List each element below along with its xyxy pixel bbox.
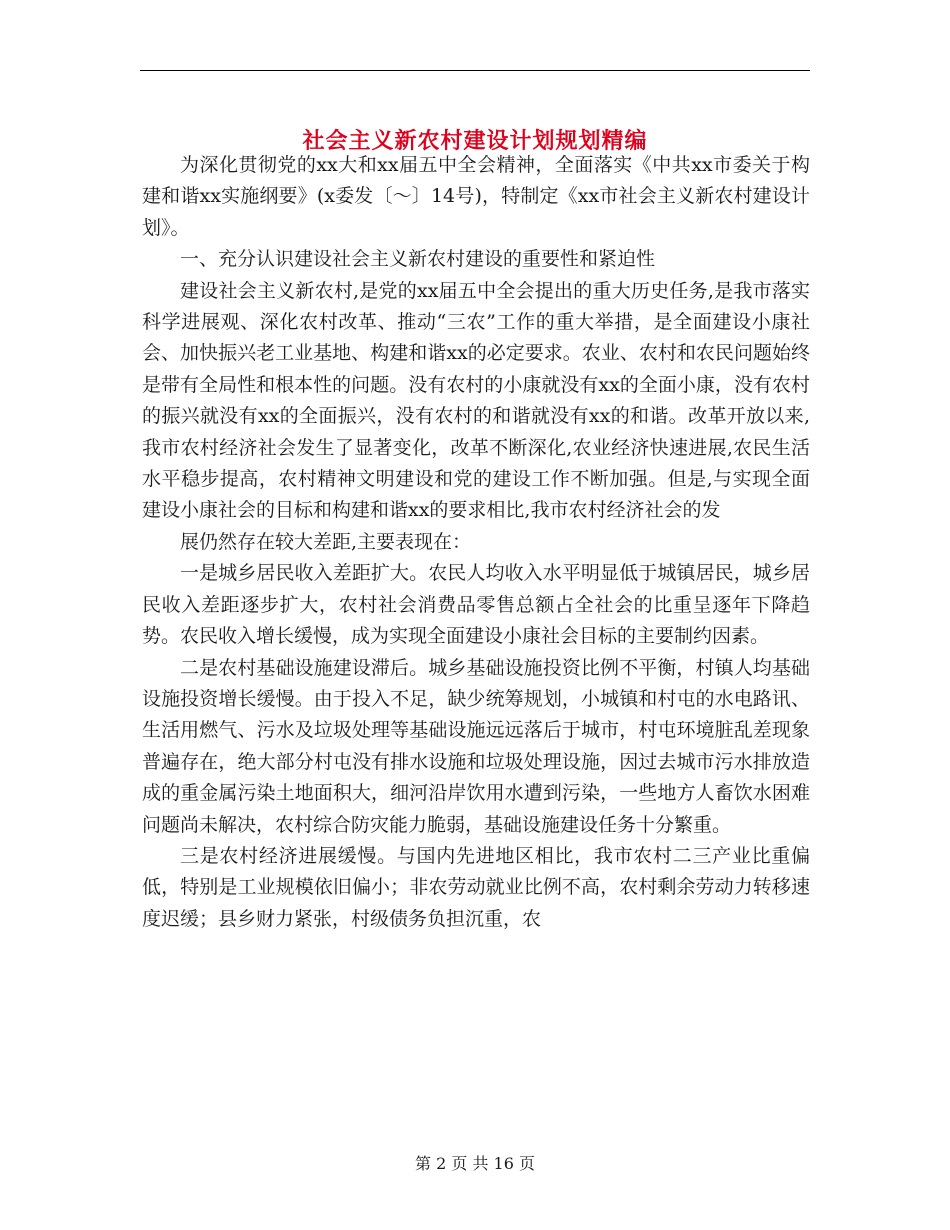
document-title: 社会主义新农村建设计划规划精编 [302,127,648,154]
paragraph-importance: 建设社会主义新农村,是党的xx届五中全会提出的重大历史任务,是我市落实科学进展观、深化农村改革、推动“三农”工作的重大举措，是全面建设小康社会、加快振兴老工业基地、构建和谐xx的必定要求。农业、农村和农民问题始终是带有全局性和根本性的问题。没有农村的小康就没有xx的全面小康，没有农村的振兴就没有xx的全面振兴，没有农村的和谐就没有xx的和谐。改革开放以来,我市农村经济社会发生了显著变化，改革不断深化,农业经济快速进展,农民生活水平稳步提高，农村精神文明建设和党的建设工作不断加强。但是,与实现全面建设小康社会的目标和构建和谐xx的要求相比,我市农村经济社会的发 [142,279,810,522]
page-number-label: 第 2 页 共 16 页 [415,1154,535,1173]
paragraph-gap-intro: 展仍然存在较大差距,主要表现在： [180,530,472,553]
section-heading-1: 一、充分认识建设社会主义新农村建设的重要性和紧迫性 [180,248,656,271]
paragraph-intro: 为深化贯彻党的xx大和xx届五中全会精神，全面落实《中共xx市委关于构建和谐xx实施纲要》(x委发〔～〕14号)，特制定《xx市社会主义新农村建设计划》。 [142,154,810,239]
page-footer [140,1152,810,1176]
paragraph-point-1: 一是城乡居民收入差距扩大。农民人均收入水平明显低于城镇居民，城乡居民收入差距逐步扩大，农村社会消费品零售总额占全社会的比重呈逐年下降趋势。农民收入增长缓慢，成为实现全面建设小康社会目标的主要制约因素。 [142,562,810,648]
paragraph-point-3: 三是农村经济进展缓慢。与国内先进地区相比，我市农村二三产业比重偏低，特别是工业规模依旧偏小；非农劳动就业比例不高，农村剩余劳动力转移速度迟缓；县乡财力紧张，村级债务负担沉重，农 [142,844,810,930]
header-rule [140,70,810,71]
paragraph-point-2: 二是农村基础设施建设滞后。城乡基础设施投资比例不平衡，村镇人均基础设施投资增长缓慢。由于投入不足，缺少统筹规划，小城镇和村屯的水电路讯、生活用燃气、污水及垃圾处理等基础设施远远落后于城市，村屯环境脏乱差现象普遍存在，绝大部分村屯没有排水设施和垃圾处理设施，因过去城市污水排放造成的重金属污染土地面积大，细河沿岸饮用水遭到污染，一些地方人畜饮水困难问题尚未解决，农村综合防灾能力脆弱，基础设施建设任务十分繁重。 [142,656,810,836]
document-body [142,150,810,935]
